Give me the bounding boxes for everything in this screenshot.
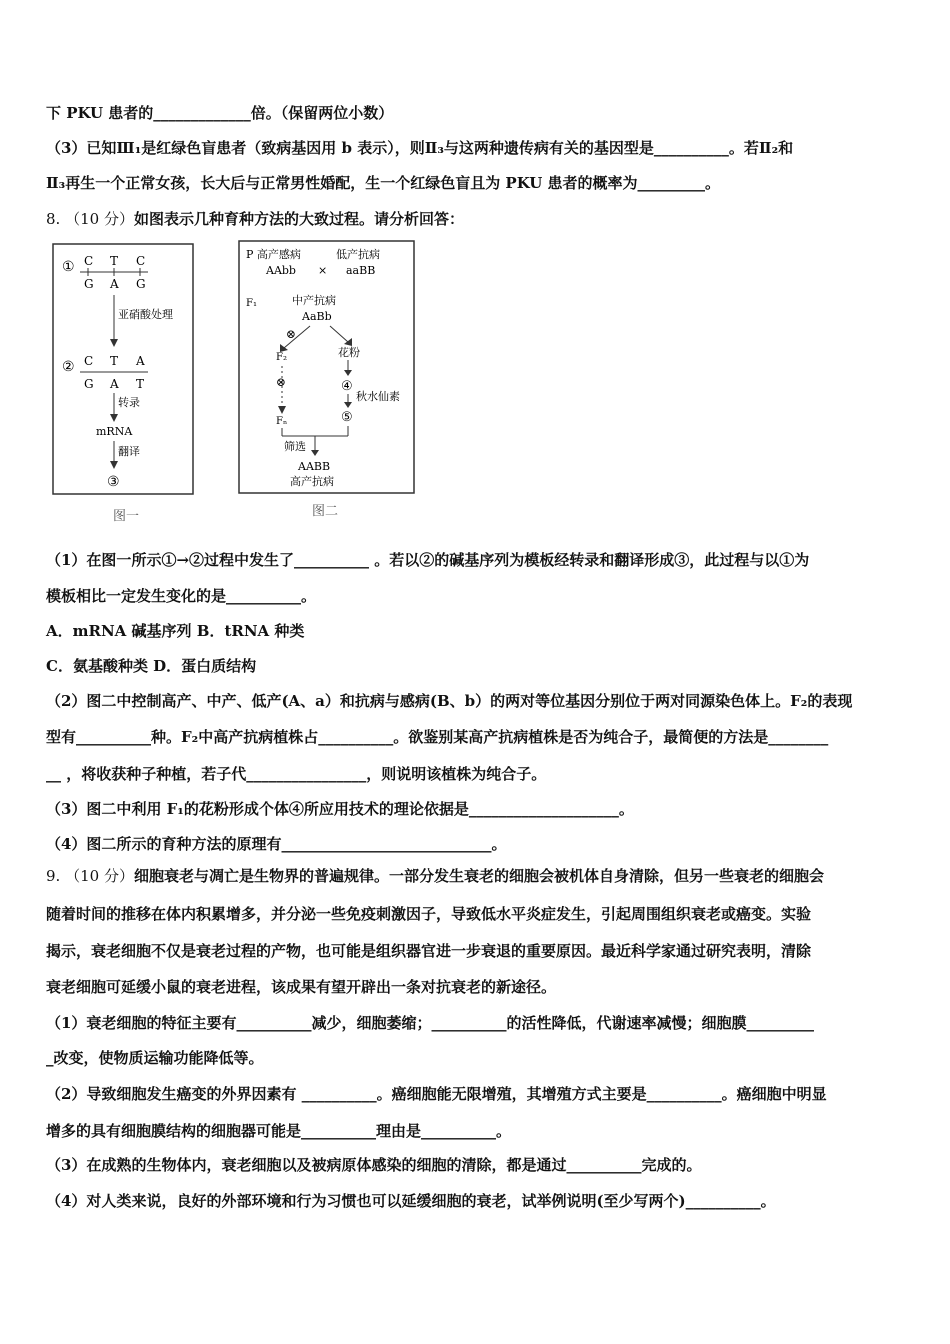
step-5-label: ⑤ xyxy=(341,410,353,425)
arrow-head xyxy=(110,461,118,469)
arrow-line xyxy=(330,326,348,342)
question-stem: 如图表示几种育种方法的大致过程。请分析回答： xyxy=(133,210,464,228)
mrna-label: mRNA xyxy=(96,425,133,438)
q8-part3: （3）图二中利用 F₁的花粉形成个体④所应用技术的理论依据是____________________。 xyxy=(46,800,634,818)
f1-phenotype: 中产抗病 xyxy=(292,294,336,307)
text-line-3: Ⅱ₃再生一个正常女孩，长大后与正常男性婚配，生一个红绿色盲且为 PKU 患者的概率为_________。 xyxy=(46,174,721,192)
p-genotype-right: aaBB xyxy=(346,264,376,277)
step-3-label: ③ xyxy=(107,474,120,490)
dna-top-1: C xyxy=(84,254,94,268)
dna-bottom-3: G xyxy=(136,277,146,291)
question-number: 9. xyxy=(46,867,61,885)
q9-part2-line-b: 增多的具有细胞膜结构的细胞器可能是__________理由是__________。 xyxy=(46,1122,512,1140)
figure-2 xyxy=(238,240,416,500)
question-number: 8. xyxy=(46,210,61,228)
arrow-head xyxy=(278,406,286,414)
step-2-label: ② xyxy=(62,359,75,375)
dna2-bottom-2: A xyxy=(110,377,119,391)
dna-top-3: C xyxy=(136,254,146,268)
p-genotype-left: AAbb xyxy=(266,264,296,277)
treatment-label: 亚硝酸处理 xyxy=(118,308,173,321)
selfing-symbol: ⊗ xyxy=(286,327,297,341)
dna2-top-1: C xyxy=(84,354,94,368)
q9-part4: （4）对人类来说，良好的外部环境和行为习惯也可以延缓细胞的衰老，试举例说明(至少写两个)__________。 xyxy=(46,1192,776,1210)
question-9-header xyxy=(46,866,906,886)
q9-stem-line-d: 衰老细胞可延缓小鼠的衰老进程，该成果有望开辟出一条对抗衰老的新途径。 xyxy=(46,978,557,996)
q9-stem-line-c: 揭示，衰老细胞不仅是衰老过程的产物，也可能是组织器官进一步衰退的重要原因。最近科学家通过研究表明，清除 xyxy=(46,942,812,960)
f1-label: F₁ xyxy=(246,298,257,309)
colchicine-label: 秋水仙素 xyxy=(356,390,400,403)
dna2-bottom-1: G xyxy=(84,377,94,391)
q8-part2-line-a: （2）图二中控制高产、中产、低产(A、a）和抗病与感病(B、b）的两对等位基因分别位于两对同源染色体上。F₂的表现 xyxy=(46,692,853,710)
arrow-head xyxy=(344,370,352,376)
q8-part2-line-c: __ ，将收获种子种植，若子代________________，则说明该植株为纯合子。 xyxy=(46,765,547,783)
final-genotype: AABB xyxy=(298,460,331,473)
transcription-label: 转录 xyxy=(118,396,140,409)
question-8-header xyxy=(46,209,906,229)
dna-bottom-1: G xyxy=(84,277,94,291)
q9-stem-line-b: 随着时间的推移在体内积累增多，并分泌一些免疫刺激因子，导致低水平炎症发生，引起周围组织衰老或癌变。实验 xyxy=(46,905,812,923)
figure-1-diagram xyxy=(52,243,194,498)
q9-part3: （3）在成熟的生物体内，衰老细胞以及被病原体感染的细胞的清除，都是通过__________完成的。 xyxy=(46,1156,702,1174)
final-phenotype: 高产抗病 xyxy=(290,475,334,488)
cross-symbol: × xyxy=(318,264,328,277)
dna-bottom-2: A xyxy=(110,277,119,291)
figure-2-frame xyxy=(239,241,414,493)
p-right-label: 低产抗病 xyxy=(336,248,380,261)
q8-part2-line-b: 型有__________种。F₂中高产抗病植株占__________。欲鉴别某高产抗病植株是否为纯合子，最简便的方法是________ xyxy=(46,728,829,746)
q9-part1-line-b: _改变，使物质运输功能降低等。 xyxy=(46,1049,264,1067)
dna2-top-2: T xyxy=(110,354,119,368)
step-1-label: ① xyxy=(62,259,75,275)
question-stem: 细胞衰老与凋亡是生物界的普遍规律。一部分发生衰老的细胞会被机体自身清除，但另一些衰老的细胞会 xyxy=(133,867,824,885)
dna-top-2: T xyxy=(110,254,119,268)
q8-part4: （4）图二所示的育种方法的原理有____________________________。 xyxy=(46,835,507,853)
q9-part2-line-a: （2）导致细胞发生癌变的外界因素有 __________。癌细胞能无限增殖，其增殖方式主要是__________。癌细胞中明显 xyxy=(46,1085,827,1103)
figure-2-diagram xyxy=(238,240,416,496)
step-4-label: ④ xyxy=(341,379,353,394)
figure-2-caption: 图二 xyxy=(312,504,339,519)
q9-part1-line-a: （1）衰老细胞的特征主要有__________减少，细胞萎缩；__________的活性降低，代谢速率减慢；细胞膜_________ xyxy=(46,1014,814,1032)
arrow-head xyxy=(311,450,319,456)
text-line-2: （3）已知Ⅲ₁是红绿色盲患者（致病基因用 b 表示），则Ⅱ₃与这两种遗传病有关的基因型是__________。若Ⅱ₂和 xyxy=(46,139,794,157)
f2-label: F₂ xyxy=(276,352,287,363)
text-line-1: 下 PKU 患者的_____________倍。（保留两位小数） xyxy=(46,104,394,122)
dna2-bottom-3: T xyxy=(136,377,145,391)
q8-part1-line-a: （1）在图一所示①→②过程中发生了__________ 。若以②的碱基序列为模板经转录和翻译形成③，此过程与以①为 xyxy=(46,551,810,569)
arrow-head xyxy=(110,339,118,347)
screen-label: 筛选 xyxy=(284,440,306,453)
figure-1-caption: 图一 xyxy=(113,509,140,524)
dna2-top-3: A xyxy=(136,354,145,368)
selfing-symbol-2: ⊗ xyxy=(276,375,287,389)
q8-options-ab: A．mRNA 碱基序列 B．tRNA 种类 xyxy=(46,622,305,640)
question-score: （10 分） xyxy=(65,867,134,885)
arrow-head xyxy=(110,414,118,422)
figure-1 xyxy=(52,243,194,502)
question-score: （10 分） xyxy=(65,210,134,228)
translation-label: 翻译 xyxy=(118,445,140,458)
q8-part1-line-b: 模板相比一定发生变化的是__________。 xyxy=(46,587,317,605)
p-left-label: P 高产感病 xyxy=(246,248,301,261)
fn-label: Fₙ xyxy=(276,416,288,427)
f1-genotype: AaBb xyxy=(302,310,332,323)
q8-options-cd: C．氨基酸种类 D．蛋白质结构 xyxy=(46,657,257,675)
arrow-head xyxy=(344,402,352,408)
pollen-label: 花粉 xyxy=(338,346,360,359)
